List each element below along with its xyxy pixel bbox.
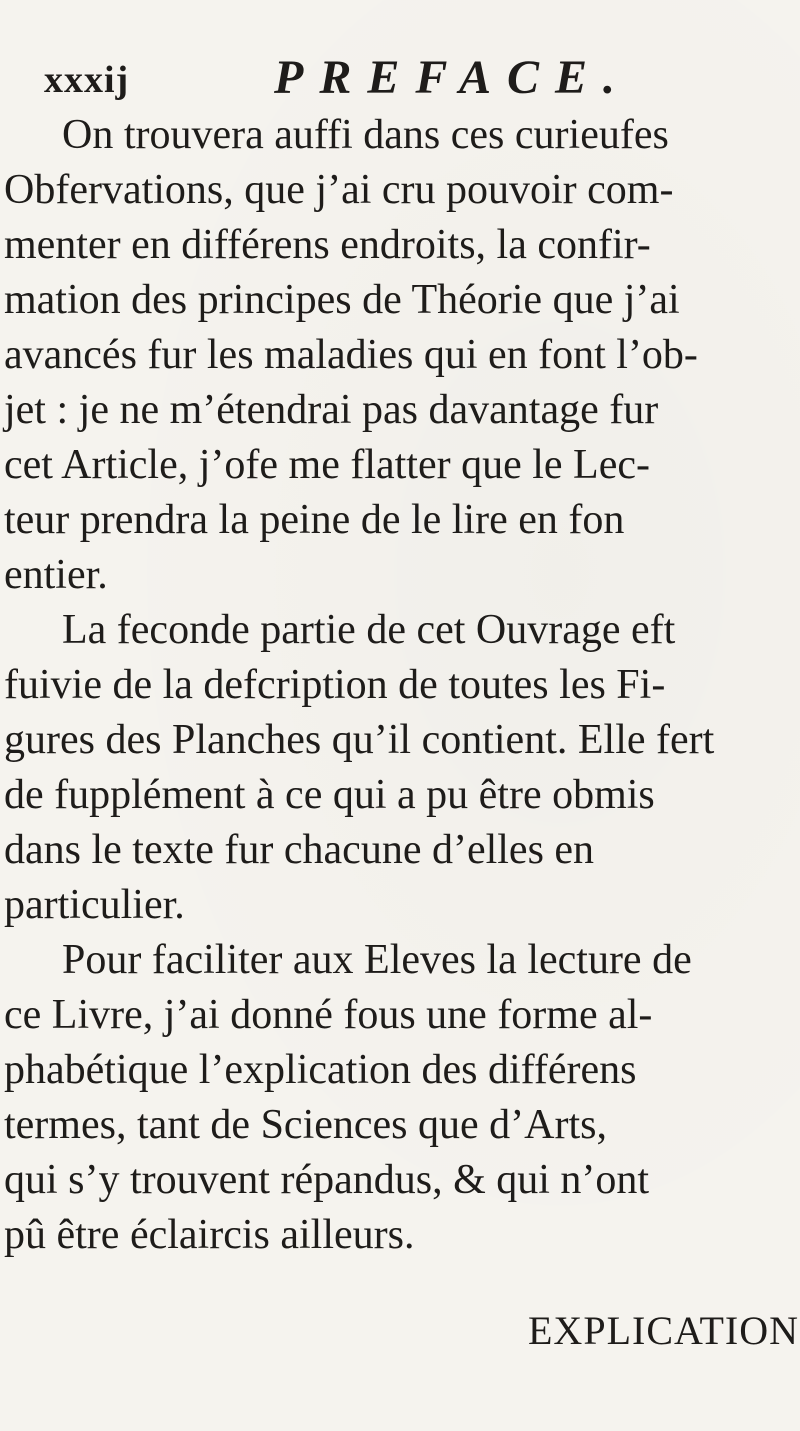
text-line: qui s’y trouvent répandus, & qui n’ont xyxy=(4,1157,650,1203)
text-line: jet : je ne m’étendrai pas davantage fur xyxy=(4,387,659,433)
text-line: fuivie de la defcription de toutes les Fi- xyxy=(4,662,666,708)
text-line: de fupplément à ce qui a pu être obmis xyxy=(4,772,655,818)
page-number: xxxij xyxy=(44,59,130,101)
text-line: Obfervations, que j’ai cru pouvoir com- xyxy=(4,167,674,213)
running-head xyxy=(44,50,764,110)
running-head-title: PREFACE. xyxy=(274,51,632,104)
text-line: ce Livre, j’ai donné fous une forme al- xyxy=(4,992,653,1038)
text-line: teur prendra la peine de le lire en fon xyxy=(4,497,625,543)
paragraph-3 xyxy=(4,933,796,1263)
text-line: mation des principes de Théorie que j’ai xyxy=(4,277,680,323)
text-line: pû être éclaircis ailleurs. xyxy=(4,1212,415,1258)
paragraph-1 xyxy=(4,108,796,603)
text-line: gures des Planches qu’il contient. Elle fert xyxy=(4,717,715,763)
catchword: EXPLICATION xyxy=(528,1308,799,1353)
text-line: avancés fur les maladies qui en font l’ob- xyxy=(4,332,698,378)
paragraph-2 xyxy=(4,603,796,933)
text-line: cet Article, j’ofe me flatter que le Lec- xyxy=(4,442,650,488)
text-line: phabétique l’explication des différens xyxy=(4,1047,637,1093)
text-line: dans le texte fur chacune d’elles en xyxy=(4,827,595,873)
text-line: particulier. xyxy=(4,882,185,928)
text-line: Pour faciliter aux Eleves la lecture de xyxy=(62,937,692,983)
text-line: menter en différens endroits, la confir- xyxy=(4,222,651,268)
text-line: entier. xyxy=(4,552,108,598)
text-line: termes, tant de Sciences que d’Arts, xyxy=(4,1102,607,1148)
text-line: La feconde partie de cet Ouvrage eft xyxy=(62,607,676,653)
text-line: On trouvera auffi dans ces curieufes xyxy=(62,112,669,158)
